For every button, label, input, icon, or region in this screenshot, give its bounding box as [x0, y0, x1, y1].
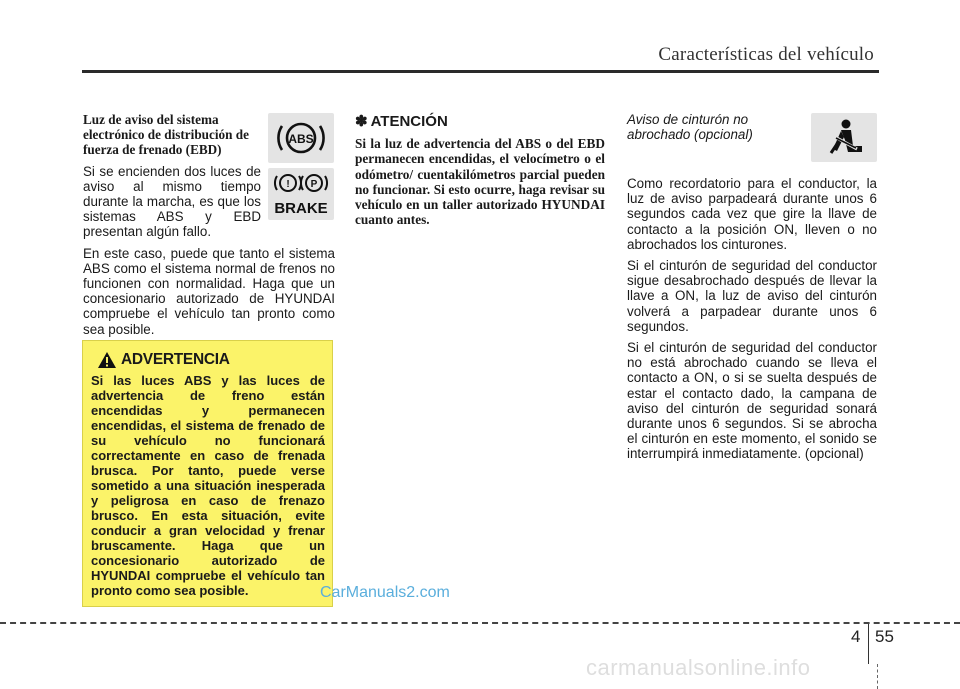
- seatbelt-paragraph-1: Como recordatorio para el conductor, la luz de aviso parpadeará durante unos 6 segundos cada vez que gire la llave de contacto a la posición ON, lleven o no abrochados los cinturones.: [627, 176, 877, 252]
- attention-section: [355, 112, 605, 228]
- brake-symbol-parking: P: [310, 179, 318, 190]
- ebd-heading: Luz de aviso del sistema electrónico de distribución de fuerza de frenado (EBD): [83, 112, 249, 158]
- header-rule: [82, 70, 879, 73]
- brake-symbol-exclamation: !: [286, 179, 290, 190]
- seatbelt-paragraph-3: Si el cinturón de seguridad del conductor no está abrochado cuando se lleva el contacto a ON, o si se suelta después de estar el contacto dado, la campana de aviso del cinturón de seguridad sonará durante unos 6 segundos. Si se abrocha el cinturón en este momento, el sonido se interrumpirá inmediatamente. (opcional): [627, 340, 877, 462]
- watermark-link[interactable]: CarManuals2.com: [320, 584, 450, 601]
- warning-title: ADVERTENCIA: [121, 351, 230, 368]
- attention-header: [355, 112, 605, 130]
- attention-text: Si la luz de advertencia del ABS o del EBD permanecen encendidas, el velocímetro o el odómetro/ cuentakilómetros parcial pueden no funcionar. Si esto ocurre, haga revisar su vehículo en un taller autorizado HYUNDAI cuanto antes.: [355, 136, 605, 228]
- warning-text: Si las luces ABS y las luces de advertencia de freno están encendidas y permanecen encendidas, el sistema de frenado de su vehículo no funcionará correctamente en caso de frenada brusca. Por tanto, puede verse sometido a una situación inesperada y peligrosa en caso de frenazo brusco. En esta situación, evite conducir a gran velocidad y frenar bruscamente. Haga que un concesionario autorizado de HYUNDAI compruebe el vehículo tan pronto como sea posible.: [91, 373, 325, 598]
- attention-title: ATENCIÓN: [370, 112, 448, 130]
- attention-star-icon: ✽: [355, 113, 368, 130]
- seatbelt-warning-icon: [811, 113, 877, 162]
- abs-warning-icon: [268, 113, 334, 163]
- brake-warning-icon: [268, 168, 334, 220]
- abs-icon-label: ABS: [288, 132, 314, 146]
- page-number-separator: [868, 624, 869, 664]
- chapter-number: 4: [851, 627, 861, 646]
- brake-icon-label: BRAKE: [274, 200, 328, 217]
- footer-vertical-dash: [877, 664, 878, 689]
- seatbelt-section: [627, 112, 877, 462]
- footer-rule: [0, 622, 960, 624]
- seatbelt-heading: Aviso de cinturón no abrochado (opcional): [627, 112, 753, 142]
- warning-box: [82, 340, 333, 607]
- ebd-paragraph-1: Si se encienden dos luces de aviso al mismo tiempo durante la marcha, es que los sistemas ABS y EBD presentan algún fallo.: [83, 163, 261, 240]
- warning-triangle-icon: [97, 351, 117, 369]
- section-title: Características del vehículo: [658, 44, 874, 65]
- page-number: 55: [875, 627, 894, 646]
- ebd-paragraph-2: En este caso, puede que tanto el sistema ABS como el sistema normal de frenos no funcionen con normalidad. Haga que un concesionario autorizado de HYUNDAI compruebe el vehículo tan pronto como sea posible.: [83, 245, 335, 337]
- seatbelt-paragraph-2: Si el cinturón de seguridad del conductor sigue desabrochado después de llevar la llave a ON, la luz de aviso del cinturón volverá a parpadear durante unos 6 segundos.: [627, 258, 877, 334]
- watermark-bottom: carmanualsonline.info: [586, 655, 811, 680]
- warning-header: [97, 351, 230, 369]
